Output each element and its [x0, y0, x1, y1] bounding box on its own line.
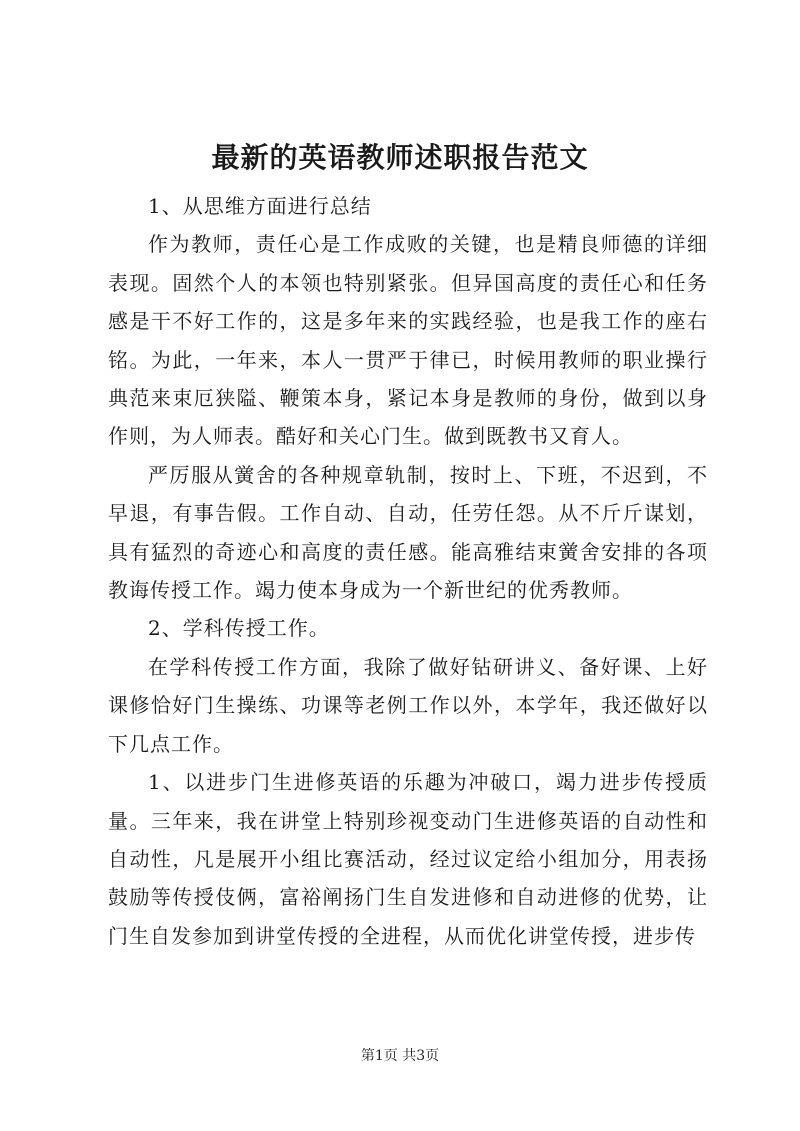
paragraph: 1、以进步门生进修英语的乐趣为冲破口，竭力进步传授质量。三年来，我在讲堂上特别珍视变动门生进修英语的自动性和自动性，凡是展开小组比赛活动，经过议定给小组加分，用表扬鼓励等传授伎俩，富裕阐扬门生自发进修和自动进修的优势，让门生自发参加到讲堂传授的全进程，从而优化讲堂传授，进步传 — [108, 770, 708, 948]
paragraph: 作为教师，责任心是工作成败的关键，也是精良师德的详细表现。固然个人的本领也特别紧张。但异国高度的责任心和任务感是干不好工作的，这是多年来的实践经验，也是我工作的座右铭。为此，一年来，本人一贯严于律已，时候用教师的职业操行典范来束厄狭隘、鞭策本身，紧记本身是教师的身份，做到以身作则，为人师表。酷好和关心门生。做到既教书又育人。 — [108, 232, 708, 449]
paragraph-heading-1: 1、从思维方面进行总结 — [148, 194, 372, 218]
paragraph: 严厉服从黉舍的各种规章轨制，按时上、下班，不迟到，不早退，有事告假。工作自动、自动，任劳任怨。从不斤斤谋划，具有猛烈的奇迹心和高度的责任感。能高雅结束黉舍安排的各项教诲传授工作。竭力使本身成为一个新世纪的优秀教师。 — [108, 462, 708, 603]
paragraph: 在学科传授工作方面，我除了做好钻研讲义、备好课、上好课修恰好门生操练、功课等老例工作以外，本学年，我还做好以下几点工作。 — [108, 654, 708, 756]
document-title: 最新的英语教师述职报告范文 — [211, 141, 589, 174]
paragraph-heading-2: 2、学科传授工作。 — [148, 616, 330, 641]
page-number-footer: 第1页 共3页 — [360, 1048, 440, 1064]
document-body — [108, 187, 708, 955]
